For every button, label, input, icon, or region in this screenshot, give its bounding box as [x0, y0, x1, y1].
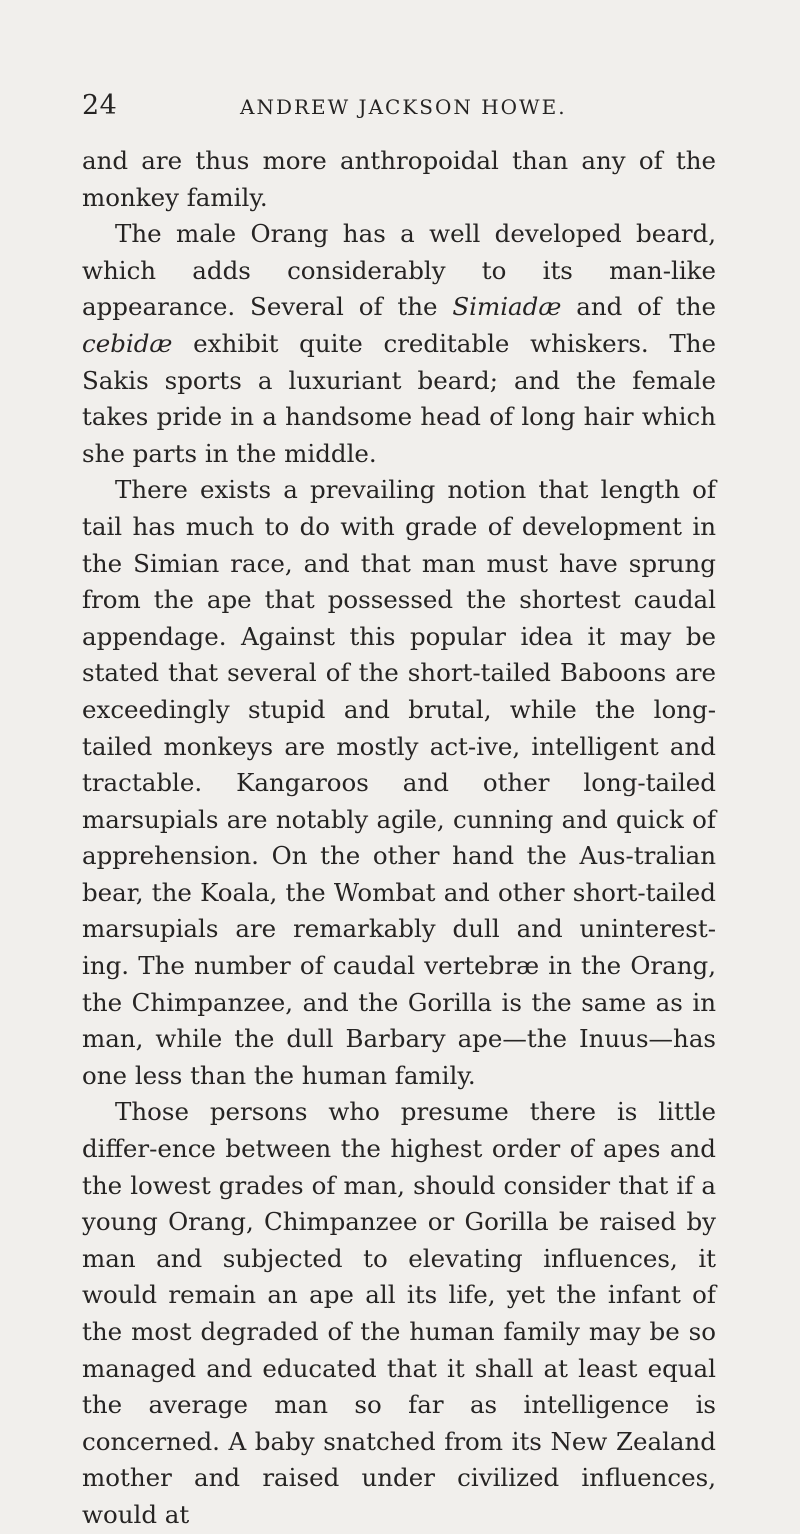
paragraph-text: and are thus more anthropoidal than any of the monkey family.	[82, 146, 716, 212]
italic-term: Simiadæ	[452, 292, 562, 322]
page-number: 24	[82, 90, 118, 121]
paragraph	[82, 216, 716, 472]
paragraph	[82, 472, 716, 1094]
paragraph-text: exhibit quite creditable whiskers. The Sakis sports a luxuriant beard; and the female takes pride in a handsome head of long hair which she parts in the middle.	[82, 328, 716, 468]
paragraph-text: Those persons who presume there is little differ-ence between the highest order of apes and the lowest grades of man, should consider that if a young Orang, Chimpanzee or Gorilla be raised by man and subjected to elevating influences, it would remain an ape all its life, yet the infant of the most degraded of the human family may be so managed and educated that it shall at least equal the average man so far as intelligence is concerned. A baby snatched from its New Zealand mother and raised under civilized influences, would at	[82, 1097, 716, 1529]
paragraph	[82, 1094, 716, 1533]
paragraph-text: and of the	[561, 292, 716, 322]
running-head	[82, 86, 718, 126]
italic-term: cebidæ	[82, 328, 173, 358]
running-head-title: ANDREW JACKSON HOWE.	[240, 95, 567, 119]
paragraph-text: There exists a prevailing notion that length of tail has much to do with grade of development in the Simian race, and that man must have sprung from the ape that possessed the shortest caudal appendage. Against this popular idea it may be stated that several of the short-tailed Baboons are exceedingly stupid and brutal, while the long-tailed monkeys are mostly act-ive, intelligent and tractable. Kangaroos and other long-tailed marsupials are notably agile, cunning and quick of apprehension. On the other hand the Aus-tralian bear, the Koala, the Wombat and other short-tailed marsupials are remarkably dull and uninterest-ing. The number of caudal vertebræ in the Orang, the Chimpanzee, and the Gorilla is the same as in man, while the dull Barbary ape—the Inuus—has one less than the human family.	[82, 475, 716, 1090]
paragraph	[82, 143, 716, 216]
body-text	[82, 143, 716, 1534]
paragraph-text: The male Orang has a well developed beard, which adds considerably to its man-like appearance. Several of the	[82, 219, 716, 322]
